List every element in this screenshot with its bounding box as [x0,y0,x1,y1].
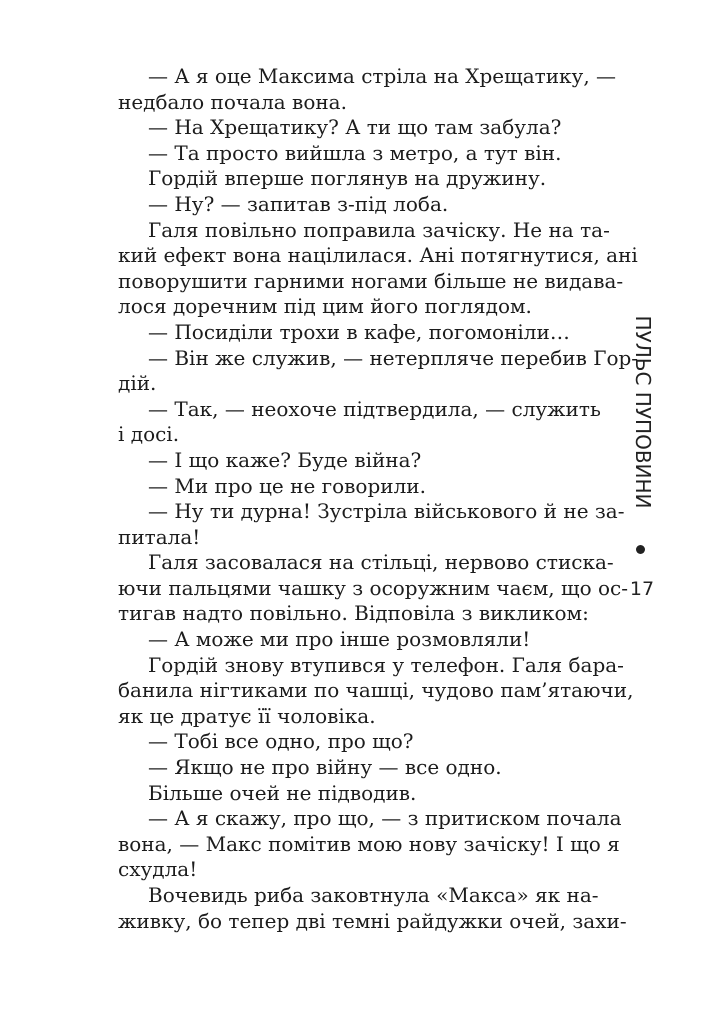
text-line: — Якщо не про війну — все одно. [148,755,502,780]
text-line: банила нігтиками по чашці, чудово пам’ятаючи, [118,678,634,703]
text-line: — На Хрещатику? А ти що там забула? [148,115,562,140]
text-line: — А може ми про інше розмовляли! [148,627,531,652]
text-line: — А я оце Максима стріла на Хрещатику, — [148,64,617,88]
text-line: — І що каже? Буде війна? [148,447,422,472]
text-line: вона, — Макс помітив мою нову зачіску! І що я [118,831,620,856]
text-line: недбало почала вона. [118,89,347,114]
running-head [623,315,663,509]
text-line: — Тобі все одно, про що? [148,729,414,754]
text-line: дій. [118,371,157,396]
text-line: і досі. [118,422,180,447]
text-line: як це дратує її чоловіка. [118,703,376,728]
text-line: Вочевидь риба заковтнула «Макса» як на- [148,883,599,907]
text-line: Гордій вперше поглянув на дружину. [148,166,547,191]
text-line: — Ну ти дурна! Зустріла військового й не за- [148,499,625,524]
text-line: ючи пальцями чашку з осоружним чаєм, що ос- [118,575,628,600]
text-line: поворушити гарними ногами більше не видава- [118,268,624,293]
text-line: Гордій знову втупився у телефон. Галя бара- [148,652,624,677]
text-line: Галя засовалася на стільці, нервово стиска- [148,550,614,575]
body-text [118,64,639,934]
text-line: лося доречним під цим його поглядом. [118,294,532,319]
text-line: — А я скажу, про що, — з притиском почала [148,806,622,831]
text-line: схудла! [118,857,198,882]
text-line: питала! [118,524,201,549]
running-head-title: ПУЛЬС ПУПОВИНИ [631,315,655,509]
page-number: 17 [629,578,655,600]
bullet-separator [636,545,645,554]
text-line: — Так, — неохоче підтвердила, — служить [148,396,601,421]
text-line: — Ну? — запитав з-під лоба. [148,191,449,216]
text-line: — Та просто вийшла з метро, а тут він. [148,140,562,165]
text-line: — Ми про це не говорили. [148,473,426,498]
text-line: кий ефект вона націлилася. Ані потягнутися, ані [118,243,638,268]
text-line: — Він же служив, — нетерпляче перебив Гор- [148,345,639,370]
text-line: тигав надто повільно. Відповіла з викликом: [118,601,589,626]
text-line: живку, бо тепер дві темні райдужки очей, захи- [118,908,627,933]
text-line: Більше очей не підводив. [148,780,417,805]
text-line: — Посиділи трохи в кафе, погомоніли… [148,319,570,344]
text-line: Галя повільно поправила зачіску. Не на та- [148,217,610,242]
